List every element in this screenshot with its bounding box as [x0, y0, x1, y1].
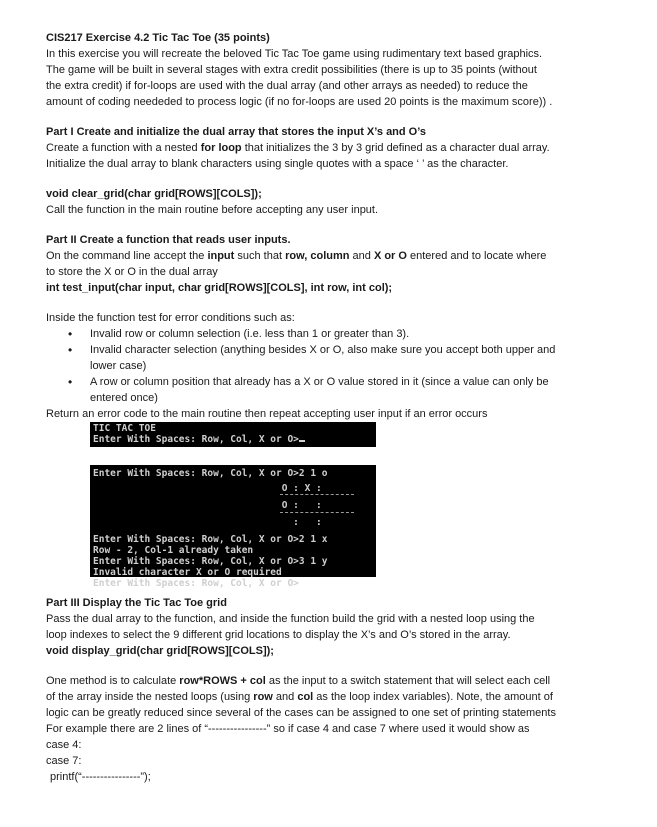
part3-heading: Part III Display the Tic Tac Toe grid [46, 597, 227, 609]
printf-line: printf(“----------------”); [50, 771, 151, 783]
console-line: Enter With Spaces: Row, Col, X or O> [93, 434, 373, 445]
part3-line2: loop indexes to select the 9 different grid locations to display the X’s and O’s stored in the array. [46, 629, 511, 641]
part1-line1: Create a function with a nested for loop that initializes the 3 by 3 grid defined as a character dual array. [46, 142, 550, 154]
console-screenshot-2 [90, 465, 376, 589]
grid-row: O : X : [93, 483, 322, 494]
part2-inside: Inside the function test for error conditions such as: [46, 312, 295, 324]
grid-row: : : [93, 517, 322, 528]
intro-line: In this exercise you will recreate the beloved Tic Tac Toe game using rudimentary text based graphics. [46, 48, 543, 60]
part3-p4: For example there are 2 lines of “----------------” so if case 4 and case 7 where used it would show as [46, 723, 530, 735]
console-line: Enter With Spaces: Row, Col, X or O>2 1 o [93, 468, 328, 479]
test-input-signature: int test_input(char input, char grid[ROWS][COLS], int row, int col); [46, 282, 393, 294]
grid-separator [280, 494, 354, 495]
console-line: Invalid character X or O required [93, 567, 282, 578]
console-line: Row - 2, Col-1 already taken [93, 545, 254, 556]
intro-line: the extra credit) if for-loops are used with the dual array (and other arrays as needed) to reduce the [46, 80, 528, 92]
part3-p3: logic can be greatly reduced since several of the cases can be assigned to one set of printing statements [46, 707, 556, 719]
doc-title: CIS217 Exercise 4.2 Tic Tac Toe (35 points) [46, 32, 270, 44]
console-line: Enter With Spaces: Row, Col, X or O> [93, 578, 299, 589]
list-item: • Invalid row or column selection (i.e. less than 1 or greater than 3). [90, 326, 621, 342]
part3-p2: of the array inside the nested loops (using row and col as the loop index variables). Note, the amount of [46, 691, 553, 703]
intro-line: The game will be built in several stages with extra credit possibilities (there is up to 35 points (without [46, 64, 537, 76]
list-item: • A row or column position that already has a X or O value stored in it (since a value can only be entered once) [90, 374, 621, 406]
console-screenshot-1 [90, 422, 376, 447]
part3-line1: Pass the dual array to the function, and inside the function build the grid with a nested loop using the [46, 613, 535, 625]
return-line: Return an error code to the main routine then repeat accepting user input if an error occurs [46, 408, 488, 420]
display-grid-signature: void display_grid(char grid[ROWS][COLS]); [46, 645, 274, 657]
clear-grid-signature: void clear_grid(char grid[ROWS][COLS]); [46, 188, 262, 200]
part2-heading: Part II Create a function that reads user inputs. [46, 234, 291, 246]
console-line: Enter With Spaces: Row, Col, X or O>3 1 y [93, 556, 328, 567]
part1-line2: Initialize the dual array to blank characters using single quotes with a space ‘ ’ as the character. [46, 158, 509, 170]
part2-line2: to store the X or O in the dual array [46, 266, 218, 278]
cursor-icon [299, 440, 305, 442]
console-line: Enter With Spaces: Row, Col, X or O>2 1 x [93, 534, 328, 545]
error-conditions-list [46, 326, 621, 406]
case-4: case 4: [46, 739, 82, 751]
part1-heading: Part I Create and initialize the dual array that stores the input X’s and O’s [46, 126, 426, 138]
list-item: • Invalid character selection (anything besides X or O, also make sure you accept both upper and lower case) [90, 342, 621, 374]
grid-separator [280, 512, 354, 513]
part3-p1: One method is to calculate row*ROWS + col as the input to a switch statement that will select each cell [46, 675, 551, 687]
part1-note: Call the function in the main routine before accepting any user input. [46, 204, 379, 216]
part2-line1: On the command line accept the input such that row, column and X or O entered and to locate where [46, 250, 547, 262]
document [46, 30, 621, 785]
intro-line: amount of coding neededed to process logic (if no for-loops are used 20 points is the maximum score)) . [46, 96, 553, 108]
grid-row: O : : [93, 500, 322, 511]
console-line: TIC TAC TOE [93, 423, 156, 434]
case-7: case 7: [46, 755, 82, 767]
